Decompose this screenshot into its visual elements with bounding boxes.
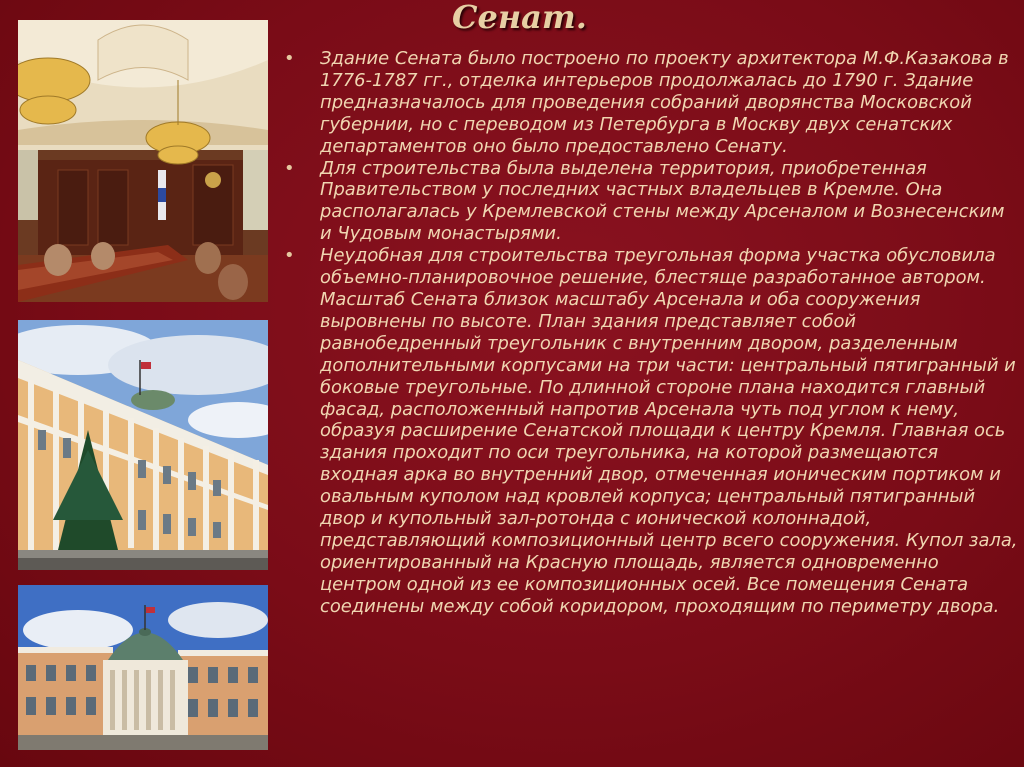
slide-title: Сенат. — [452, 0, 587, 36]
senate-dome-photo — [18, 585, 268, 750]
bullet-3: • Неудобная для строительства треугольная форма участка обусловила объемно-планировочное решение, блестяще разработанное автором. Масштаб Сената близок масштабу Арсенала и оба сооружения выровнены по высоте. План здания представляет собой равнобедренный треугольник с внутренним двором, разделенным дополнительными корпусами на три части: центральный пятигранный и боковые треугольные. По длинной стороне плана находится главный фасад, расположенный напротив Арсенала чуть под углом к нему, образуя расширение Сенатской площади к центру Кремля. Главная ось здания проходит по оси треугольника, на которой размещаются входная арка во внутренний двор, отмеченная ионическим портиком и овальным куполом над кровлей корпуса; центральный пятигранный двор и купольный зал-ротонда с ионической колоннадой, представляющий композиционный центр всего сооружения. Купол зала, ориентированный на Красную площадь, является одновременно центром одной из ее композиционных осей. Все помещения Сената соединены между собой коридором, проходящим по периметру двора. — [284, 245, 1019, 617]
bullet-1: • Здание Сената было построено по проекту архитектора М.Ф.Казакова в 1776-1787 гг., отделка интерьеров продолжалась до 1790 г. Здание предназначалось для проведения собраний дворянства Московской губернии, но с переводом из Петербурга в Москву двух сенатских департаментов оно было предоставлено Сенату. — [284, 48, 1019, 158]
bullet-2: • Для строительства была выделена территория, приобретенная Правительством у последних частных владельцев в Кремле. Она располагалась у Кремлевской стены между Арсеналом и Вознесенским и Чудовым монастырями. — [284, 158, 1019, 246]
senate-facade-photo — [18, 320, 268, 570]
interior-photo — [18, 20, 268, 302]
bullet-list — [284, 48, 1019, 618]
